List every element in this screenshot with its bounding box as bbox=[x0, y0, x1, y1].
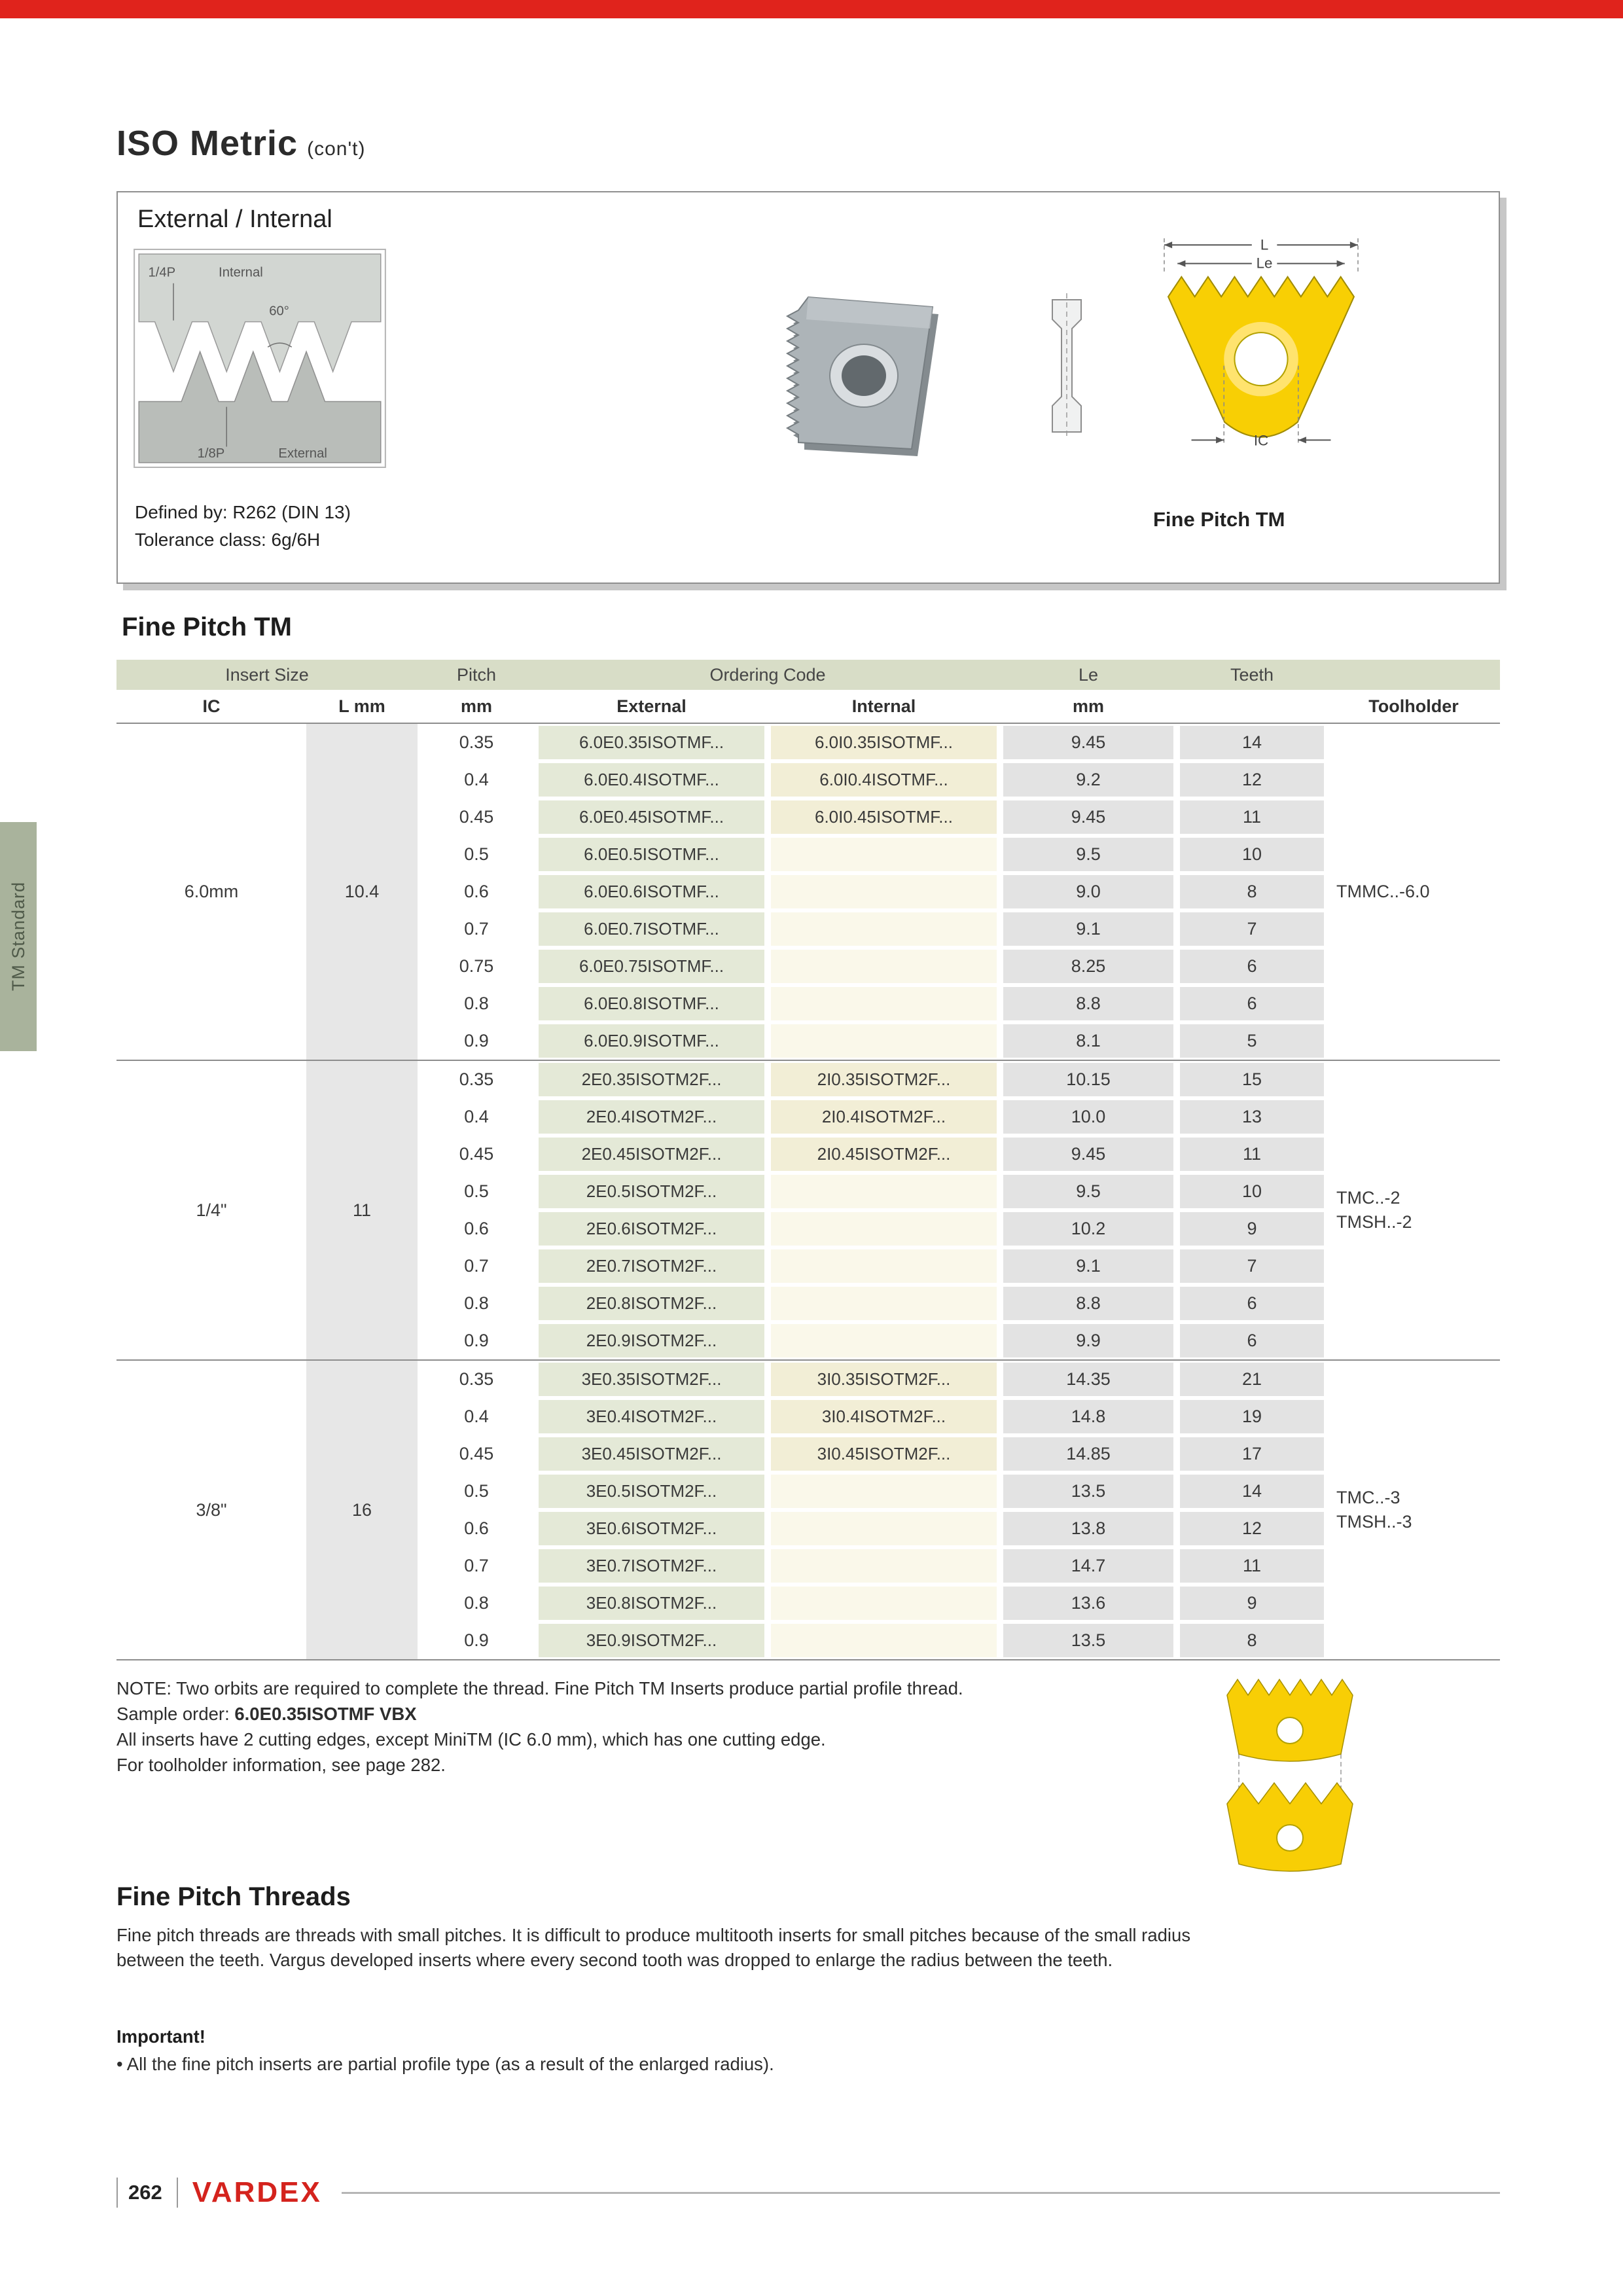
external-code-cell: 6.0E0.9ISOTMF... bbox=[535, 1022, 768, 1060]
insert-side-view bbox=[1034, 291, 1099, 441]
internal-code-cell: 2I0.45ISOTM2F... bbox=[768, 1136, 1000, 1173]
table-group bbox=[116, 723, 1500, 1060]
teeth-cell: 21 bbox=[1177, 1361, 1327, 1398]
note-bold-text: 6.0E0.35ISOTMF VBX bbox=[234, 1704, 417, 1724]
table-group bbox=[116, 1060, 1500, 1359]
internal-code-cell bbox=[768, 1585, 1000, 1622]
le-cell: 9.45 bbox=[1000, 798, 1177, 836]
internal-code-cell: 6.0I0.45ISOTMF... bbox=[768, 798, 1000, 836]
toolholder-line: TMMC..-6.0 bbox=[1336, 882, 1430, 901]
external-code-cell: 3E0.8ISOTM2F... bbox=[535, 1585, 768, 1622]
pitch-cell: 0.9 bbox=[464, 1031, 489, 1050]
internal-code-cell: 3I0.4ISOTM2F... bbox=[768, 1398, 1000, 1435]
internal-code-cell: 2I0.4ISOTM2F... bbox=[768, 1098, 1000, 1136]
external-code-cell: 2E0.4ISOTM2F... bbox=[535, 1098, 768, 1136]
note-text: Sample order: bbox=[116, 1704, 235, 1724]
dim-l-label: L bbox=[1260, 236, 1269, 253]
pitch-cell: 0.6 bbox=[464, 1518, 489, 1538]
ic-cell: 6.0mm bbox=[184, 882, 239, 901]
toolholder-cell bbox=[1327, 1361, 1500, 1659]
external-code-cell: 3E0.5ISOTM2F... bbox=[535, 1473, 768, 1510]
internal-code-cell bbox=[768, 1173, 1000, 1210]
dim-l-arrow-left bbox=[1164, 242, 1172, 248]
le-cell: 10.0 bbox=[1000, 1098, 1177, 1136]
pitch-cell: 0.4 bbox=[464, 1407, 489, 1426]
teeth-cell: 15 bbox=[1177, 1061, 1327, 1098]
internal-code-cell bbox=[768, 1547, 1000, 1585]
teeth-cell: 8 bbox=[1177, 1622, 1327, 1659]
table-header-row-1 bbox=[116, 660, 1500, 690]
insert-photo-illustration bbox=[736, 271, 972, 480]
teeth-cell: 11 bbox=[1177, 798, 1327, 836]
teeth-cell: 6 bbox=[1177, 985, 1327, 1022]
external-code-cell: 2E0.7ISOTM2F... bbox=[535, 1247, 768, 1285]
external-code-cell: 6.0E0.7ISOTMF... bbox=[535, 910, 768, 948]
internal-code-cell bbox=[768, 1285, 1000, 1322]
page-title bbox=[116, 123, 366, 164]
subheader-pitch-mm: mm bbox=[460, 696, 492, 716]
le-cell: 14.35 bbox=[1000, 1361, 1177, 1398]
teeth-cell: 11 bbox=[1177, 1136, 1327, 1173]
le-cell: 13.5 bbox=[1000, 1622, 1177, 1659]
footer-rule bbox=[342, 2192, 1500, 2194]
pitch-cell: 0.35 bbox=[459, 1069, 494, 1089]
table-header-row-2 bbox=[116, 690, 1500, 723]
toolholder-line: TMSH..-3 bbox=[1336, 1512, 1412, 1532]
teeth-cell: 9 bbox=[1177, 1210, 1327, 1247]
le-cell: 14.7 bbox=[1000, 1547, 1177, 1585]
internal-code-cell bbox=[768, 1622, 1000, 1659]
pitch-cell: 0.9 bbox=[464, 1331, 489, 1350]
subheader-internal: Internal bbox=[851, 696, 916, 716]
internal-code-cell: 6.0I0.4ISOTMF... bbox=[768, 761, 1000, 798]
subheader-external: External bbox=[616, 696, 687, 716]
pitch-cell: 0.45 bbox=[459, 1144, 494, 1164]
subheader-ic: IC bbox=[202, 696, 221, 716]
table-group bbox=[116, 1359, 1500, 1659]
note-text: For toolholder information, see page 282. bbox=[116, 1755, 446, 1775]
external-code-cell: 3E0.9ISOTM2F... bbox=[535, 1622, 768, 1659]
internal-label: Internal bbox=[219, 265, 263, 280]
le-cell: 9.9 bbox=[1000, 1322, 1177, 1359]
le-cell: 14.85 bbox=[1000, 1435, 1177, 1473]
pitch-cell: 0.35 bbox=[459, 732, 494, 752]
note-line bbox=[116, 1752, 963, 1778]
box-caption: Fine Pitch TM bbox=[1153, 508, 1285, 531]
side-view-outline bbox=[1052, 300, 1081, 432]
teeth-cell: 11 bbox=[1177, 1547, 1327, 1585]
subheader-le-mm: mm bbox=[1072, 696, 1104, 716]
important-label: Important! bbox=[116, 2026, 205, 2047]
table-title: Fine Pitch TM bbox=[122, 613, 292, 641]
note-line bbox=[116, 1676, 963, 1701]
defined-by-line: Defined by: R262 (DIN 13) bbox=[135, 502, 351, 522]
footer-divider-2 bbox=[177, 2178, 178, 2208]
insert-hole bbox=[842, 355, 886, 396]
le-cell: 9.5 bbox=[1000, 1173, 1177, 1210]
note-line bbox=[116, 1701, 963, 1727]
thread-profile-diagram bbox=[132, 249, 387, 468]
dim-le-label: Le bbox=[1256, 255, 1273, 272]
internal-code-cell bbox=[768, 948, 1000, 985]
le-cell: 13.8 bbox=[1000, 1510, 1177, 1547]
pitch-cell: 0.7 bbox=[464, 1256, 489, 1276]
toolholder-line: TMSH..-2 bbox=[1336, 1212, 1412, 1232]
note-line bbox=[116, 1727, 963, 1752]
external-internal-box bbox=[116, 191, 1500, 584]
teeth-cell: 6 bbox=[1177, 948, 1327, 985]
le-cell: 9.1 bbox=[1000, 910, 1177, 948]
le-cell: 8.25 bbox=[1000, 948, 1177, 985]
page-title-suffix: (con't) bbox=[307, 138, 366, 160]
toolholder-cell bbox=[1327, 724, 1500, 1060]
external-code-cell: 2E0.35ISOTM2F... bbox=[535, 1061, 768, 1098]
pitch-cell: 0.35 bbox=[459, 1369, 494, 1389]
important-bullet: • All the fine pitch inserts are partial profile type (as a result of the enlarged radius). bbox=[116, 2054, 774, 2074]
teeth-cell: 5 bbox=[1177, 1022, 1327, 1060]
header-filler bbox=[1327, 660, 1500, 690]
internal-code-cell: 3I0.45ISOTM2F... bbox=[768, 1435, 1000, 1473]
subheader-teeth-blank bbox=[1177, 690, 1327, 723]
teeth-cell: 12 bbox=[1177, 1510, 1327, 1547]
dim-ic-arrow-right bbox=[1298, 437, 1306, 443]
header-pitch: Pitch bbox=[456, 664, 497, 685]
internal-code-cell bbox=[768, 1510, 1000, 1547]
le-cell: 13.6 bbox=[1000, 1585, 1177, 1622]
sidebar-tab-tm-standard bbox=[0, 822, 37, 1051]
le-cell: 8.1 bbox=[1000, 1022, 1177, 1060]
external-code-cell: 2E0.45ISOTM2F... bbox=[535, 1136, 768, 1173]
external-code-cell: 6.0E0.75ISOTMF... bbox=[535, 948, 768, 985]
teeth-cell: 6 bbox=[1177, 1322, 1327, 1359]
le-cell: 10.15 bbox=[1000, 1061, 1177, 1098]
fine-pitch-insert-drawing bbox=[1133, 233, 1389, 472]
external-code-cell: 6.0E0.5ISOTMF... bbox=[535, 836, 768, 873]
header-teeth: Teeth bbox=[1230, 664, 1274, 685]
toolholder-line: TMC..-2 bbox=[1336, 1188, 1400, 1208]
external-code-cell: 2E0.9ISOTM2F... bbox=[535, 1322, 768, 1359]
note-text: All inserts have 2 cutting edges, except MiniTM (IC 6.0 mm), which has one cutting edge. bbox=[116, 1729, 826, 1749]
ic-cell: 1/4" bbox=[196, 1200, 227, 1220]
external-code-cell: 2E0.8ISOTM2F... bbox=[535, 1285, 768, 1322]
dim-le-arrow-right bbox=[1337, 260, 1345, 267]
l-mm-cell: 10.4 bbox=[306, 724, 418, 1060]
external-code-cell: 6.0E0.6ISOTMF... bbox=[535, 873, 768, 910]
external-code-cell: 3E0.45ISOTM2F... bbox=[535, 1435, 768, 1473]
sidebar-tab-label: TM Standard bbox=[8, 882, 28, 992]
dim-ic-arrow-left bbox=[1216, 437, 1224, 443]
teeth-cell: 9 bbox=[1177, 1585, 1327, 1622]
internal-code-cell bbox=[768, 1247, 1000, 1285]
teeth-cell: 7 bbox=[1177, 910, 1327, 948]
pitch-cell: 0.7 bbox=[464, 1556, 489, 1575]
internal-code-cell bbox=[768, 1210, 1000, 1247]
yellow-insert-hole bbox=[1234, 332, 1287, 386]
note-text: NOTE: Two orbits are required to complete the thread. Fine Pitch TM Inserts produce partial profile thread. bbox=[116, 1678, 963, 1698]
pitch-cell: 0.45 bbox=[459, 807, 494, 827]
l-mm-cell: 11 bbox=[306, 1061, 418, 1359]
external-code-cell: 3E0.4ISOTM2F... bbox=[535, 1398, 768, 1435]
notes-block bbox=[116, 1676, 963, 1778]
angle-label: 60° bbox=[269, 304, 289, 319]
vardex-logo: VARDEX bbox=[192, 2176, 322, 2208]
eighth-pitch-label: 1/8P bbox=[197, 446, 225, 461]
subheader-l-mm: L mm bbox=[338, 696, 385, 716]
internal-code-cell bbox=[768, 1473, 1000, 1510]
external-code-cell: 6.0E0.8ISOTMF... bbox=[535, 985, 768, 1022]
dim-l-arrow-right bbox=[1350, 242, 1358, 248]
pitch-cell: 0.5 bbox=[464, 1181, 489, 1201]
pitch-cell: 0.8 bbox=[464, 1293, 489, 1313]
internal-code-cell bbox=[768, 836, 1000, 873]
fine-teeth-insert-hole bbox=[1277, 1717, 1303, 1744]
external-code-cell: 3E0.35ISOTM2F... bbox=[535, 1361, 768, 1398]
le-cell: 8.8 bbox=[1000, 985, 1177, 1022]
le-cell: 9.45 bbox=[1000, 1136, 1177, 1173]
l-mm-cell: 16 bbox=[306, 1361, 418, 1659]
toolholder-cell bbox=[1327, 1061, 1500, 1359]
teeth-cell: 19 bbox=[1177, 1398, 1327, 1435]
teeth-cell: 17 bbox=[1177, 1435, 1327, 1473]
pitch-cell: 0.4 bbox=[464, 770, 489, 789]
page-number: 262 bbox=[128, 2181, 162, 2204]
dim-le-arrow-left bbox=[1177, 260, 1185, 267]
le-cell: 9.1 bbox=[1000, 1247, 1177, 1285]
le-cell: 9.5 bbox=[1000, 836, 1177, 873]
pitch-cell: 0.5 bbox=[464, 1481, 489, 1501]
page-title-text: ISO Metric bbox=[116, 124, 298, 163]
teeth-cell: 14 bbox=[1177, 1473, 1327, 1510]
dropped-teeth-insert-hole bbox=[1277, 1825, 1303, 1851]
le-cell: 9.2 bbox=[1000, 761, 1177, 798]
teeth-cell: 13 bbox=[1177, 1098, 1327, 1136]
le-cell: 13.5 bbox=[1000, 1473, 1177, 1510]
external-code-cell: 2E0.5ISOTM2F... bbox=[535, 1173, 768, 1210]
internal-code-cell bbox=[768, 1022, 1000, 1060]
box-title: External / Internal bbox=[137, 206, 332, 233]
pitch-cell: 0.7 bbox=[464, 919, 489, 939]
internal-code-cell: 6.0I0.35ISOTMF... bbox=[768, 724, 1000, 761]
teeth-cell: 7 bbox=[1177, 1247, 1327, 1285]
teeth-cell: 12 bbox=[1177, 761, 1327, 798]
teeth-cell: 14 bbox=[1177, 724, 1327, 761]
page-footer bbox=[116, 2172, 1500, 2214]
header-le: Le bbox=[1078, 664, 1099, 685]
top-red-bar bbox=[0, 0, 1623, 18]
le-cell: 10.2 bbox=[1000, 1210, 1177, 1247]
internal-code-cell bbox=[768, 985, 1000, 1022]
pitch-cell: 0.8 bbox=[464, 994, 489, 1013]
teeth-cell: 10 bbox=[1177, 836, 1327, 873]
ic-cell: 3/8" bbox=[196, 1499, 227, 1520]
pitch-cell: 0.6 bbox=[464, 882, 489, 901]
external-code-cell: 3E0.6ISOTM2F... bbox=[535, 1510, 768, 1547]
dim-ic-label: IC bbox=[1253, 432, 1269, 449]
le-cell: 9.45 bbox=[1000, 724, 1177, 761]
external-label: External bbox=[278, 446, 327, 461]
fine-pitch-inserts-illustration bbox=[1207, 1670, 1371, 1893]
le-cell: 9.0 bbox=[1000, 873, 1177, 910]
external-code-cell: 3E0.7ISOTM2F... bbox=[535, 1547, 768, 1585]
internal-code-cell bbox=[768, 1322, 1000, 1359]
internal-code-cell bbox=[768, 873, 1000, 910]
external-code-cell: 2E0.6ISOTM2F... bbox=[535, 1210, 768, 1247]
teeth-cell: 8 bbox=[1177, 873, 1327, 910]
fine-pitch-threads-body: Fine pitch threads are threads with small pitches. It is difficult to produce multitooth inserts for small pitches because of the small radius between the teeth. Vargus developed inserts where every second tooth was dropped to enlarge the radius between the teeth. bbox=[116, 1925, 1191, 1970]
pitch-cell: 0.5 bbox=[464, 844, 489, 864]
teeth-cell: 10 bbox=[1177, 1173, 1327, 1210]
pitch-cell: 0.4 bbox=[464, 1107, 489, 1126]
tolerance-line: Tolerance class: 6g/6H bbox=[135, 529, 321, 550]
pitch-cell: 0.6 bbox=[464, 1219, 489, 1238]
internal-code-cell bbox=[768, 910, 1000, 948]
pitch-cell: 0.75 bbox=[459, 956, 494, 976]
table-groups bbox=[116, 723, 1500, 1659]
teeth-cell: 6 bbox=[1177, 1285, 1327, 1322]
le-cell: 8.8 bbox=[1000, 1285, 1177, 1322]
fine-pitch-table bbox=[116, 660, 1500, 1660]
internal-code-cell: 3I0.35ISOTM2F... bbox=[768, 1361, 1000, 1398]
le-cell: 14.8 bbox=[1000, 1398, 1177, 1435]
internal-code-cell: 2I0.35ISOTM2F... bbox=[768, 1061, 1000, 1098]
footer-divider-1 bbox=[116, 2178, 118, 2208]
subheader-toolholder: Toolholder bbox=[1368, 696, 1459, 716]
defined-by-block bbox=[135, 499, 351, 554]
header-insert-size: Insert Size bbox=[225, 664, 309, 685]
pitch-cell: 0.8 bbox=[464, 1593, 489, 1613]
external-code-cell: 6.0E0.4ISOTMF... bbox=[535, 761, 768, 798]
header-ordering-code: Ordering Code bbox=[709, 664, 826, 685]
pitch-cell: 0.45 bbox=[459, 1444, 494, 1463]
quarter-pitch-label: 1/4P bbox=[148, 265, 176, 280]
pitch-cell: 0.9 bbox=[464, 1630, 489, 1650]
fine-pitch-threads-heading: Fine Pitch Threads bbox=[116, 1882, 351, 1911]
external-code-cell: 6.0E0.35ISOTMF... bbox=[535, 724, 768, 761]
toolholder-line: TMC..-3 bbox=[1336, 1488, 1400, 1507]
external-code-cell: 6.0E0.45ISOTMF... bbox=[535, 798, 768, 836]
